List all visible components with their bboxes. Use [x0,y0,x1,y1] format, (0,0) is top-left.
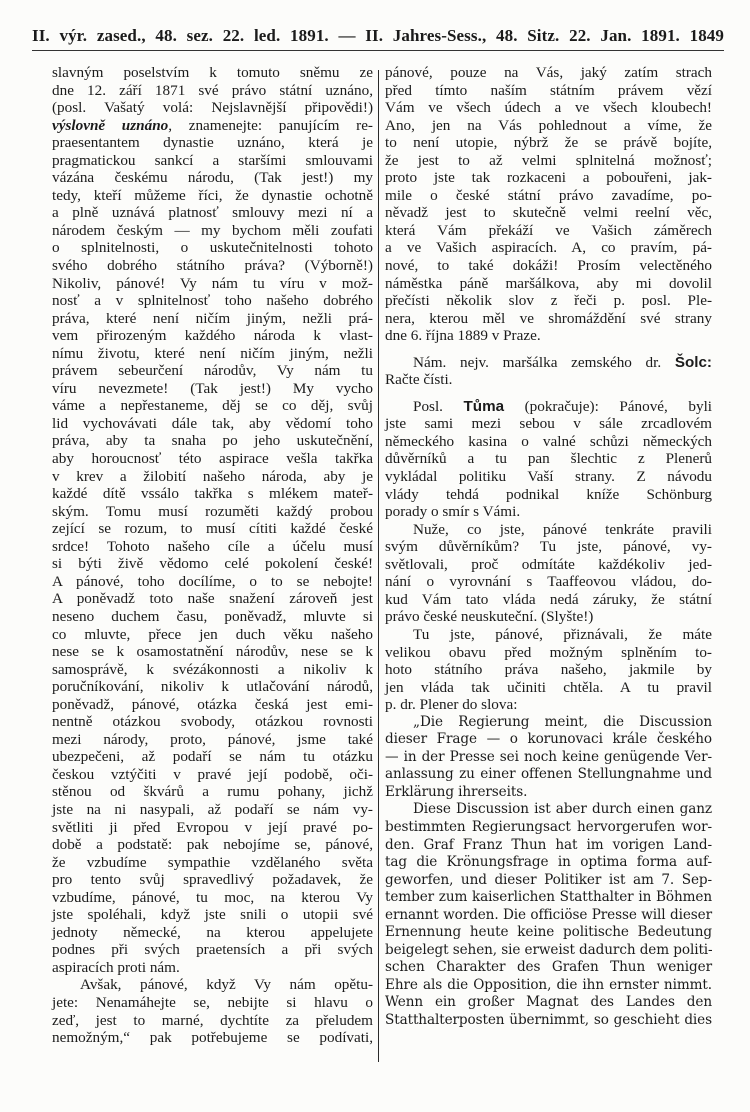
text-line: v krev a žilobití našeho národa, aby je [52,467,373,485]
text-line: lid vychovávati dále tak, aby vědomí toho [52,414,373,432]
text-line: pragmatickou sankcí a staršími smlouvami [52,151,373,169]
text-line: tedy, kteří můžeme říci, že dynastie ochotně [52,186,373,204]
text-line: Nuže, co jste, pánové tenkráte pravili [413,520,712,538]
paragraph [385,626,712,714]
text-line: svého dobrého státního práva? (Výborně!) [52,257,373,275]
text-line: A poněvadž toto naše snažení zároveň jest [52,590,373,608]
text-line: náměstka páně maršálkova, aby mi dovolil [385,274,712,292]
text-line: velikou obavu před možným splněním to- [385,643,712,661]
paragraph [52,976,373,1046]
text-line: že vzbudíme sympathie vzdělaného světa [52,853,373,871]
text-segment: (pokračuje): Pánové, byli [504,397,713,415]
text-line: dieser Frage — o korunovaci krále českého [385,731,712,748]
speaker-name: Tůma [463,397,505,415]
text-line: váme a nepřestaneme, děj se co děj, svůj [52,397,373,415]
text-line: nové, to také dokáži! Prosím velectěného [385,257,712,275]
paragraph [385,64,712,345]
text-line: den. Graf Franz Thun hat im vorigen Land- [385,836,712,853]
text-line: a ve Vašich aspiracích. A, co pravím, pá- [385,239,712,257]
text-line: Erklärung ihrerseits. [385,783,528,800]
text-line: praesentantem dynastie uznáno, která je [52,134,373,152]
text-line: národem českým — my bychom měli zoufati [52,221,373,239]
text-line: jednoty německé, na kterou appelujete [52,923,373,941]
text-line [52,117,373,135]
text-line: „Die Regierung meint, die Discussion [413,713,712,730]
text-line: jete: Nenamáhejte se, nebijte si hlavu o [52,993,373,1011]
text-line: jen vláda tak učiniti chtěla. A tu pravil [385,678,712,696]
text-line: svým důvěrníkům? Tu jste, pánové, vy- [385,538,712,556]
text-line: Statthalterposten übernimmt, so geschieht dies [385,1011,712,1028]
text-line: Wenn ein großer Magnat des Landes den [385,994,712,1011]
paragraph [385,354,712,389]
text-line: jste na ni nasypali, až podaří se nám vy- [52,800,373,818]
text-line: vzbudíme, pánové, tu moc, na kterou Vy [52,888,373,906]
text-line: před tímto naším státním právem vězí [385,81,712,99]
text-line: aspiracích proti nám. [52,958,180,976]
text-line: dne 12. září 1871 své právo státní uznáno, [52,81,373,99]
text-line: Tu jste, pánové, přiznávali, že máte [413,625,712,643]
quoted-paragraph [385,801,712,1029]
text-line: geworfen, und dieser Politiker ist am 7. Sep- [385,871,712,888]
text-line: stěnou od škvárů a rumu pohany, jichž [52,783,373,801]
text-line: proto jste tak rozkaceni a pobouřeni, jak- [385,169,712,187]
text-line: A pánové, toho docílíme, o to se nebojte! [52,572,373,590]
text-line: nese se k osamostatnění národův, nese se k [52,643,373,661]
text-line: hoto státního práva našeho, jakmile by [385,661,712,679]
text-line: nentně otázkou svobody, otázkou rovnosti [52,713,373,731]
text-line: nímu životu, které není ničím jiným, nežli [52,344,373,362]
text-line: poněvadž, pánové, otázka česká jest emi- [52,695,373,713]
text-line: slavným poselstvím k tomuto sněmu ze [52,64,373,81]
text-line: světliti ji před Evropou v její pravé po- [52,818,373,836]
text-line: ernannt worden. Die officiöse Presse will dieser [385,906,712,923]
text-line: nosť a v splnitelnosť toho našeho dobrého [52,292,373,310]
text-line: samosprávě, k svézákonnosti a nikoliv k [52,660,373,678]
speaker-name: Šolc: [674,353,712,371]
paragraph [52,64,373,976]
quoted-paragraph [385,714,712,802]
text-line: pánové, pouze na Vás, jaký zatím strach [385,64,712,81]
text-line: Ehre als die Opposition, die ihn ernster nimmt. [385,976,712,993]
text-line: něvadž jest to skutečně velmi reelní věc, [385,204,712,222]
text-line: — in der Presse sei noch keine genügende Ver- [385,748,712,765]
text-line: to není utopie, nýbrž že se právě bojíte, [385,134,712,152]
text-line: srdce! Tohoto našeho cíle a účelu musí [52,537,373,555]
paragraph [385,521,712,626]
text-line: podnes při svých praetensích a při svých [52,941,373,959]
text-line: zeď, jest to marné, dychtíte za přeludem [52,1011,373,1029]
text-line: právem sebeurčení národův, Vy nám tu [52,362,373,380]
text-line: dne 6. října 1889 v Praze. [385,327,541,345]
text-line: Ernennung heute keine politische Bedeutung [385,924,712,941]
text-line: jste sami mezi sebou v sále zrcadlovém [385,415,712,433]
text-line: poručníkování, nikoliv k utlačování národů, [52,678,373,696]
text-line: si býti živě vědomo celé pokolení české! [52,555,373,573]
left-column [52,64,373,1047]
text-line: aby horoucnosť této aspirace vešla takřka [52,450,373,468]
text-line: práva, které není ničím jiným, nežli prá- [52,309,373,327]
text-line: víru nevezmete! (Tak jest!) My vycho [52,379,373,397]
text-line: Diese Discussion ist aber durch einen ganz [413,801,712,818]
emphasis: výslovně uznáno [52,116,169,134]
text-line: německého kasina o valné schůzi německých [385,432,712,450]
header-rule [32,50,724,51]
text-line [385,398,712,416]
text-line: každé dítě vssálo takřka s mlékem mateř- [52,485,373,503]
text-line: Ano, jen na Vás pohlednout a víme, že [385,116,712,134]
text-line: době a podstatě: pak nebojíme se, pánové, [52,836,373,854]
text-line: nání o vyrovnání s Taaffeovou vládou, do- [385,573,712,591]
text-line: právo české neuskuteční. (Slyšte!) [385,608,594,626]
text-line: a plně uznává platnosť smlouvy mezi ní a [52,204,373,222]
text-line: schen Charakter des Grafen Thun weniger [385,959,712,976]
text-segment: , znamenejte: panujícím re- [168,116,373,134]
text-line: Vám ve všech údech a ve všech kloubech! [385,99,712,117]
text-line: Avšak, pánové, když Vy nám opětu- [80,976,373,994]
text-line: vykládal politiku Vaší strany. Z návodu [385,468,712,486]
text-line: bestimmten Regierungsact hervorgerufen wor- [385,818,712,835]
column-divider [378,70,379,1062]
text-line: že jest to až velmi splnitelná možnosť; [385,151,712,169]
text-line: přečísti několik slov z řeči p. posl. Ple- [385,292,712,310]
text-line: zející se rozum, to musí cítiti každé české [52,520,373,538]
text-line: mile o české státní právo zavadíme, po- [385,186,712,204]
text-line: porady o smír s Vámi. [385,503,521,521]
text-line [385,354,712,372]
text-line: (posl. Vašatý volá: Nejslavnější připovědi!) [52,99,373,117]
text-line: p. dr. Plener do slova: [385,696,518,714]
text-line: beigelegt sehen, sie erweist dadurch dem politi- [385,941,713,958]
text-line: tag die Krönungsfrage in optima forma auf- [385,854,712,871]
paragraph [385,398,712,521]
text-line: pro tento svůj spravedlivý požadavek, že [52,871,373,889]
text-line: ubezpečeni, až podaří se nám tu otázku [52,748,373,766]
text-line: o splnitelnosti, o uskutečnitelnosti tohoto [52,239,373,257]
page-header: II. výr. zased., 48. sez. 22. led. 1891. — II. Jahres-Sess., 48. Sitz. 22. Jan. 1891. 1849 [32,26,724,45]
text-line: ským. Tomu musí rozuměti každý probou [52,502,373,520]
text-line: vem přirozeným každého národa k vlast- [52,327,373,345]
text-segment: Nám. nejv. maršálka zemského dr. [413,353,675,371]
text-line: neseno duchem času, poněvadž, mluvte si [52,607,373,625]
text-segment: Posl. [413,397,464,415]
text-line: tember zum kaiserlichen Statthalter in Böhmen [385,889,712,906]
text-line: Nikoliv, pánové! Vy nám tu víru v mož- [52,274,373,292]
text-line: nemožným,“ pak potřebujeme se podívati, [52,1029,373,1047]
text-line: vlády tehdá podnikal kníže Schönburg [385,485,712,503]
text-line: práva, aby ta snaha po jeho uskutečnění, [52,432,373,450]
text-line: důvěrníků a tu pan šlechtic z Plenerů [385,450,712,468]
text-line: anlassung zu einer offenen Stellungnahme und [385,766,712,783]
text-line: českou vztýčiti v pravé její podobě, oči- [52,765,373,783]
text-line: nera, kterou měl ve shromáždění své strany [385,309,712,327]
text-line: mezi národy, proto, pánové, jsme také [52,730,373,748]
text-line: jste spoléhali, když jste snili o utopii své [52,906,373,924]
text-line: která Vám překáží ve Vašich záměrech [385,221,712,239]
right-column [385,64,712,1030]
text-line: vázána českému národu, (Tak jest!) my [52,169,373,187]
text-line: kud Vám tato vláda nedá záruky, že státní [385,590,712,608]
text-line: co mluvte, přece jen duch věku našeho [52,625,373,643]
text-line: Račte čísti. [385,371,453,389]
text-line: světlovali, proč odmítáte každékoliv jed- [385,555,712,573]
